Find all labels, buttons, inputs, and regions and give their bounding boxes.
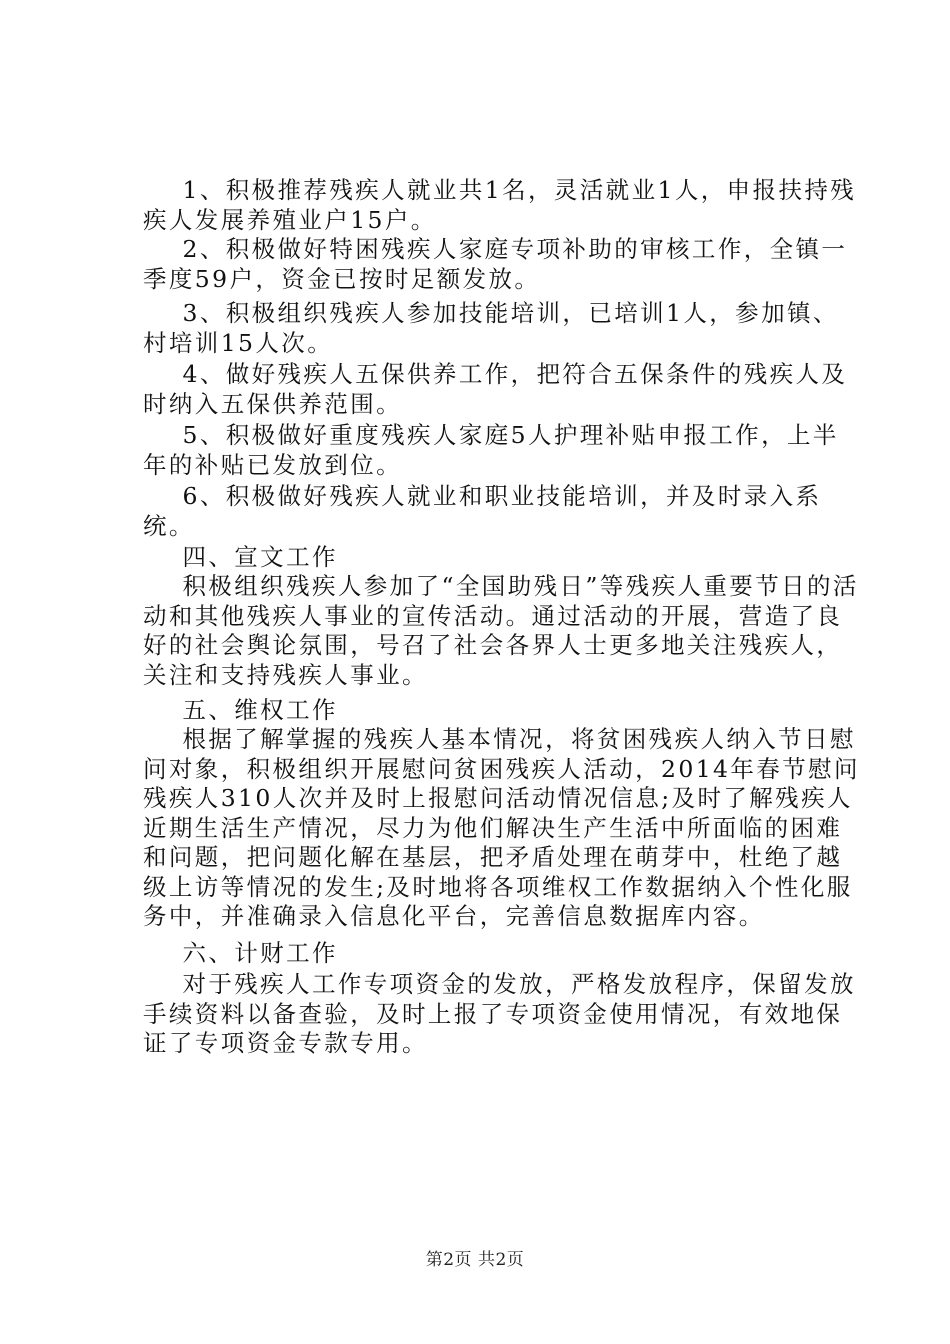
paragraph-publicity: 积极组织残疾人参加了“全国助残日”等残疾人重要节日的活动和其他残疾人事业的宣传活动。通过活动的开展，营造了良好的社会舆论氛围，号召了社会各界人士更多地关注残疾人，关注和支持残疾人事业。 [143,572,859,689]
paragraph-item-5: 5、积极做好重度残疾人家庭5人护理补贴申报工作，上半年的补贴已发放到位。 [143,421,839,479]
section-heading-finance: 六、计财工作 [143,939,338,967]
paragraph-item-3: 3、积极组织残疾人参加技能培训，已培训1人，参加镇、村培训15人次。 [143,299,839,357]
paragraph-item-1: 1、积极推荐残疾人就业共1名，灵活就业1人，申报扶持残疾人发展养殖业户15户。 [143,176,857,234]
section-heading-publicity: 四、宣文工作 [143,543,338,571]
paragraph-rights: 根据了解掌握的残疾人基本情况，将贫困残疾人纳入节日慰问对象，积极组织开展慰问贫困残疾人活动，2014年春节慰问残疾人310人次并及时上报慰问活动情况信息;及时了解残疾人近期生活生产情况，尽力为他们解决生产生活中所面临的困难和问题，把问题化解在基层，把矛盾处理在萌芽中，杜绝了越级上访等情况的发生;及时地将各项维权工作数据纳入个性化服务中，并准确录入信息化平台，完善信息数据库内容。 [143,725,860,930]
paragraph-item-2: 2、积极做好特困残疾人家庭专项补助的审核工作，全镇一季度59户，资金已按时足额发放。 [143,235,848,293]
page-number-footer: 第2页 共2页 [425,1250,525,1270]
paragraph-finance: 对于残疾人工作专项资金的发放，严格发放程序，保留发放手续资料以备查验，及时上报了专项资金使用情况，有效地保证了专项资金专款专用。 [143,970,856,1057]
paragraph-item-4: 4、做好残疾人五保供养工作，把符合五保条件的残疾人及时纳入五保供养范围。 [143,360,848,418]
paragraph-item-6: 6、积极做好残疾人就业和职业技能培训，并及时录入系统。 [143,482,822,540]
section-heading-rights: 五、维权工作 [143,696,338,724]
